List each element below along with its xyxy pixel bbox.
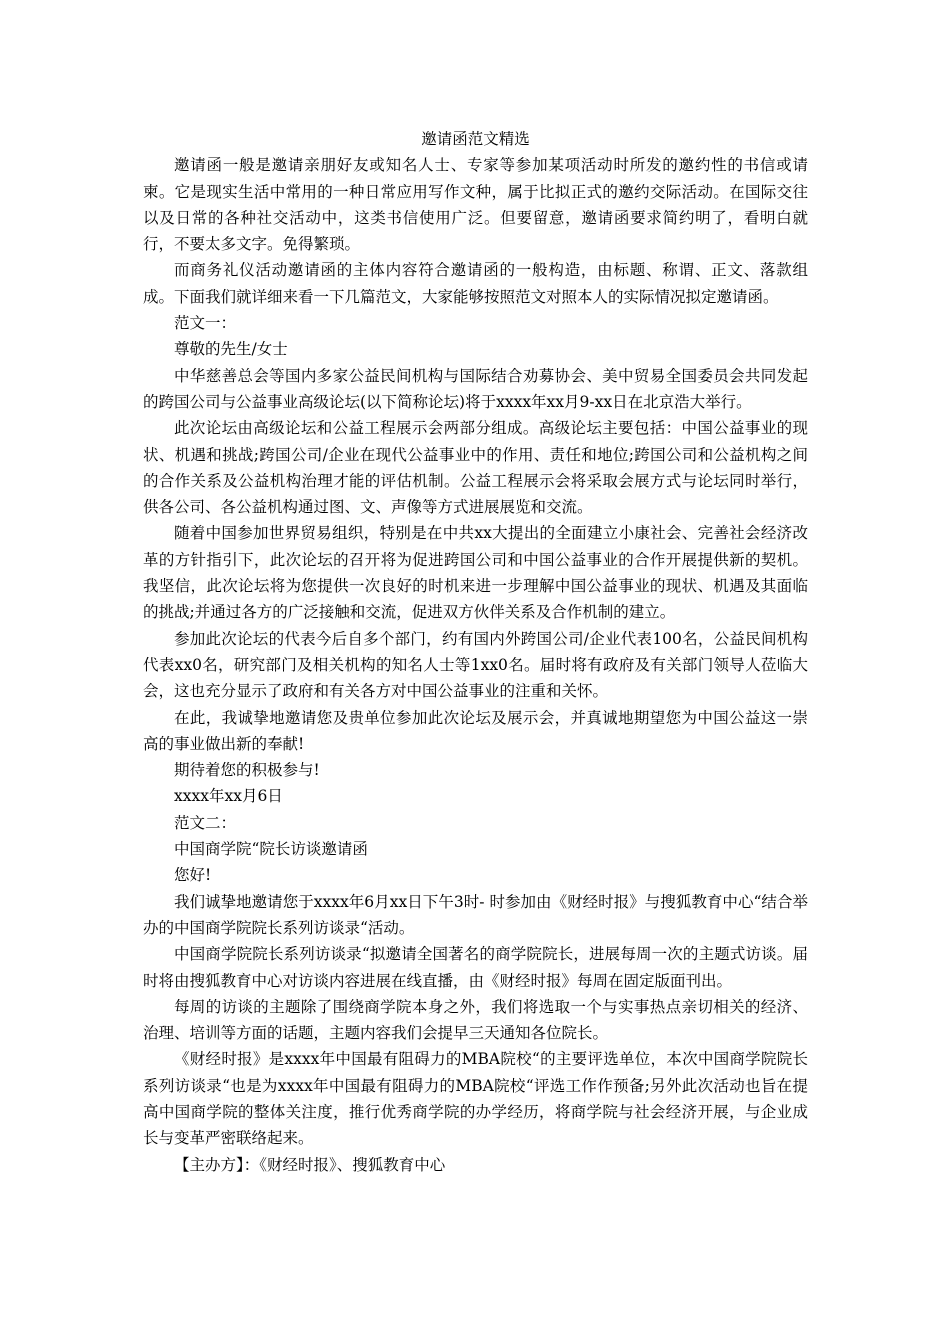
document-title: 邀请函范文精选 <box>421 130 530 148</box>
body-paragraph: 参加此次论坛的代表今后自多个部门，约有国内外跨国公司/企业代表100名，公益民间机构代表xx0名，研究部门及相关机构的知名人士等1xx0名。届时将有政府及有关部门领导人莅临大会，这也充分显示了政府和有关各方对中国公益事业的注重和关怀。 <box>143 629 808 701</box>
body-paragraph: 在此，我诚挚地邀请您及贵单位参加此次论坛及展示会，并真诚地期望您为中国公益这一崇高的事业做出新的奉献! <box>143 708 808 753</box>
organizer-line: 【主办方】：《财经时报》、搜狐教育中心 <box>174 1155 446 1174</box>
body-paragraph: 中国商学院院长系列访谈录“拟邀请全国著名的商学院院长，进展每周一次的主题式访谈。届时将由搜狐教育中心对访谈内容进展在线直播，由《财经时报》每周在固定版面刊出。 <box>143 945 808 990</box>
body-paragraph: 每周的访谈的主题除了围绕商学院本身之外，我们将选取一个与实事热点亲切相关的经济、治理、培训等方面的话题，主题内容我们会提早三天通知各位院长。 <box>143 997 808 1043</box>
salutation: 您好! <box>174 866 212 885</box>
date-line: xxxx年xx月6日 <box>174 787 283 806</box>
document-body <box>143 126 808 1178</box>
body-paragraph: 我们诚挚地邀请您于xxxx年6月xx日下午3时- 时参加由《财经时报》与搜狐教育中心“结合举办的中国商学院院长系列访谈录“活动。 <box>143 892 808 937</box>
body-paragraph: 《财经时报》是xxxx年中国最有阻碍力的MBA院校“的主要评选单位，本次中国商学院院长系列访谈录“也是为xxxx年中国最有阻碍力的MBA院校“评选工作作预备;另外此次活动也旨在提高中国商学院的整体关注度，推行优秀商学院的办学经历，将商学院与社会经济开展，与企业成长与变革严密联络起来。 <box>143 1050 808 1148</box>
section-heading: 范文一： <box>174 314 237 333</box>
salutation: 尊敬的先生/女士 <box>174 340 288 359</box>
letter-title: 中国商学院“院长访谈邀请函 <box>174 840 368 859</box>
closing-line: 期待着您的积极参与! <box>174 761 320 780</box>
intro-paragraph: 邀请函一般是邀请亲朋好友或知名人士、专家等参加某项活动时所发的邀约性的书信或请柬。它是现实生活中常用的一种日常应用写作文种，属于比拟正式的邀约交际活动。在国际交往以及日常的各种社交活动中，这类书信使用广泛。但要留意，邀请函要求简约明了，看明白就行，不要太多文字。免得繁琐。 <box>143 156 808 254</box>
body-paragraph: 随着中国参加世界贸易组织，特别是在中共xx大提出的全面建立小康社会、完善社会经济改革的方针指引下，此次论坛的召开将为促进跨国公司和中国公益事业的合作开展提供新的契机。我坚信，此次论坛将为您提供一次良好的时机来进一步理解中国公益事业的现状、机遇及其面临的挑战;并通过各方的广泛接触和交流，促进双方伙伴关系及合作机制的建立。 <box>143 524 808 622</box>
intro-paragraph: 而商务礼仪活动邀请函的主体内容符合邀请函的一般构造，由标题、称谓、正文、落款组成。下面我们就详细来看一下几篇范文，大家能够按照范文对照本人的实际情况拟定邀请函。 <box>143 261 808 306</box>
section-heading: 范文二： <box>174 813 237 832</box>
body-paragraph: 此次论坛由高级论坛和公益工程展示会两部分组成。高级论坛主要包括：中国公益事业的现状、机遇和挑战;跨国公司/企业在现代公益事业中的作用、责任和地位;跨国公司和公益机构之间的合作关系及公益机构治理才能的评估机制。公益工程展示会将采取会展方式与论坛同时举行，供各公司、各公益机构通过图、文、声像等方式进展展览和交流。 <box>143 419 808 517</box>
body-paragraph: 中华慈善总会等国内多家公益民间机构与国际结合劝募协会、美中贸易全国委员会共同发起的跨国公司与公益事业高级论坛(以下简称论坛)将于xxxx年xx月9-xx日在北京浩大举行。 <box>143 366 808 411</box>
